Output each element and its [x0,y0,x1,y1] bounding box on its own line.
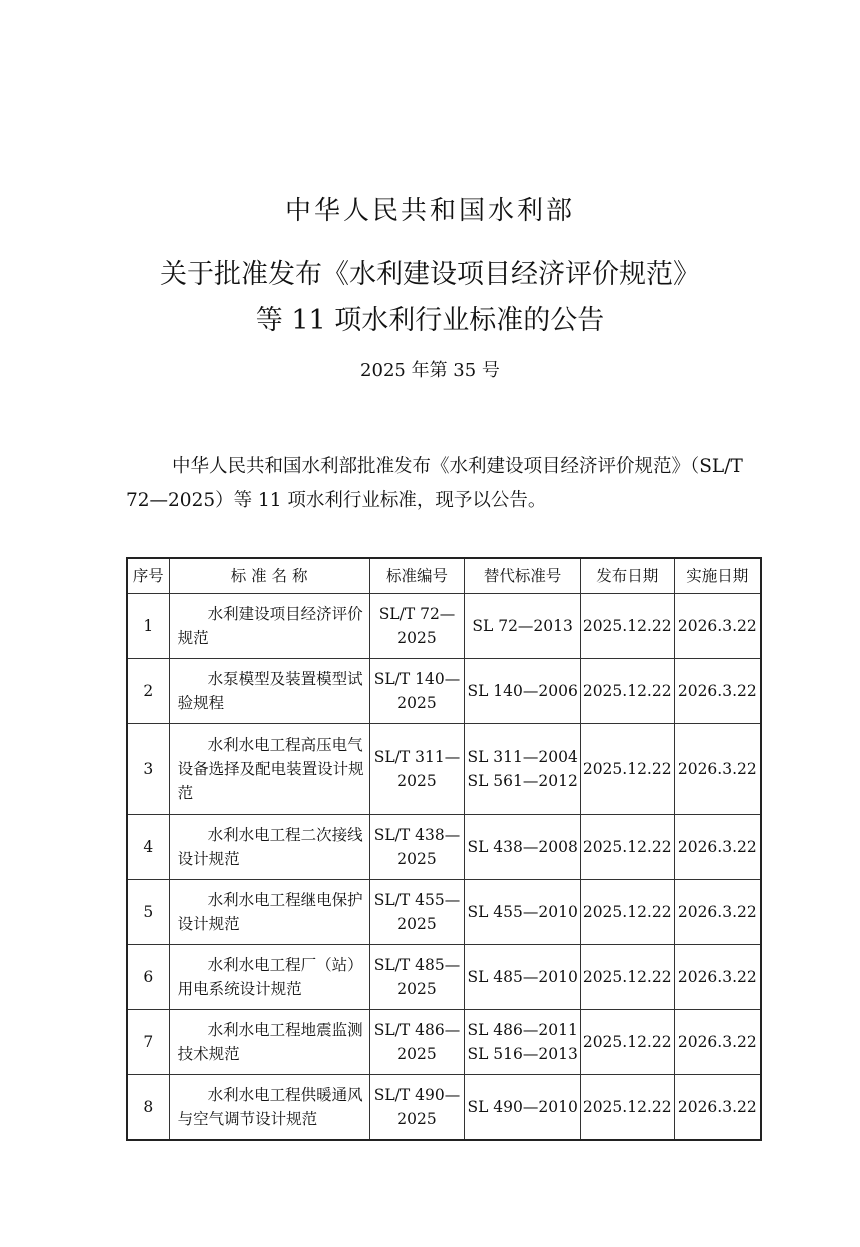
standard-name-text: 水利建设项目经济评价规范 [177,605,363,647]
table-row [127,1075,761,1141]
table-row [127,659,761,724]
standard-name-text: 水利水电工程高压电气设备选择及配电装置设计规范 [177,736,364,802]
standard-name-text: 水利水电工程厂（站）用电系统设计规范 [177,956,363,998]
standard-code-line-1: SL/T 72— [378,605,456,623]
replaced-standard-2: SL 516—2013 [467,1045,578,1063]
cell-replaced-standard [465,880,580,945]
cell-no: 1 [127,594,169,659]
cell-standard-name [169,945,369,1010]
announcement-paragraph: 中华人民共和国水利部批准发布《水利建设项目经济评价规范》（SL/T 72—2025）等 11 项水利行业标准，现予以公告。 [126,456,743,511]
cell-publish-date: 2025.12.22 [580,1075,674,1141]
cell-replaced-standard [465,594,580,659]
title-line-1: 关于批准发布《水利建设项目经济评价规范》 [160,259,700,290]
cell-no: 6 [127,945,169,1010]
cell-effective-date: 2026.3.22 [674,594,761,659]
standard-code-line-2: 2025 [397,850,437,868]
standards-table [126,557,762,1141]
cell-standard-code [369,1010,465,1075]
table-header-row [127,558,761,594]
cell-standard-code [369,815,465,880]
cell-standard-code [369,1075,465,1141]
cell-standard-code [369,945,465,1010]
cell-standard-name [169,724,369,815]
cell-standard-code [369,659,465,724]
cell-no: 4 [127,815,169,880]
replaced-standard-1: SL 438—2008 [467,838,578,856]
table-row [127,815,761,880]
standard-code-line-2: 2025 [397,1045,437,1063]
header-name: 标 准 名 称 [169,558,369,594]
title-line-2: 等 11 项水利行业标准的公告 [255,305,605,336]
header-replaced: 替代标准号 [465,558,580,594]
cell-standard-code [369,724,465,815]
standard-code-line-2: 2025 [397,772,437,790]
standard-name-text: 水利水电工程二次接线设计规范 [177,826,363,868]
table-row [127,724,761,815]
cell-standard-name [169,659,369,724]
cell-replaced-standard [465,1075,580,1141]
header-publish-date: 发布日期 [580,558,674,594]
header-no: 序号 [127,558,169,594]
cell-no: 5 [127,880,169,945]
replaced-standard-1: SL 490—2010 [467,1098,578,1116]
cell-no: 7 [127,1010,169,1075]
replaced-standard-2: SL 561—2012 [467,772,578,790]
replaced-standard-1: SL 72—2013 [472,617,573,635]
ministry-name: 中华人民共和国水利部 [284,196,575,226]
cell-publish-date: 2025.12.22 [580,594,674,659]
cell-standard-name [169,1075,369,1141]
standard-code-line-1: SL/T 455— [373,891,461,909]
cell-no: 8 [127,1075,169,1141]
standard-code-line-2: 2025 [397,980,437,998]
replaced-standard-1: SL 486—2011 [467,1021,578,1039]
cell-effective-date: 2026.3.22 [674,724,761,815]
standard-code-line-2: 2025 [397,915,437,933]
table-row [127,1010,761,1075]
standard-code-line-2: 2025 [397,694,437,712]
standard-name-text: 水泵模型及装置模型试验规程 [177,670,363,712]
cell-replaced-standard [465,815,580,880]
cell-effective-date: 2026.3.22 [674,815,761,880]
replaced-standard-1: SL 485—2010 [467,968,578,986]
cell-no: 2 [127,659,169,724]
cell-publish-date: 2025.12.22 [580,659,674,724]
standard-code-line-1: SL/T 438— [373,826,461,844]
replaced-standard-1: SL 311—2004 [467,748,578,766]
announcement-title [0,252,860,344]
cell-publish-date: 2025.12.22 [580,880,674,945]
standard-code-line-1: SL/T 311— [373,748,461,766]
cell-replaced-standard [465,1010,580,1075]
replaced-standard-1: SL 455—2010 [467,903,578,921]
cell-publish-date: 2025.12.22 [580,724,674,815]
cell-effective-date: 2026.3.22 [674,1010,761,1075]
cell-standard-code [369,880,465,945]
standard-name-text: 水利水电工程供暖通风与空气调节设计规范 [177,1086,363,1128]
standard-code-line-1: SL/T 485— [373,956,461,974]
table-row [127,880,761,945]
standard-code-line-1: SL/T 490— [373,1086,461,1104]
cell-effective-date: 2026.3.22 [674,659,761,724]
standard-name-text: 水利水电工程继电保护设计规范 [177,891,363,933]
cell-standard-name [169,1010,369,1075]
standard-code-line-1: SL/T 140— [373,670,461,688]
standard-code-line-1: SL/T 486— [373,1021,461,1039]
cell-publish-date: 2025.12.22 [580,1010,674,1075]
cell-standard-name [169,880,369,945]
cell-publish-date: 2025.12.22 [580,945,674,1010]
cell-effective-date: 2026.3.22 [674,1075,761,1141]
cell-effective-date: 2026.3.22 [674,880,761,945]
standard-code-line-2: 2025 [397,1110,437,1128]
header-code: 标准编号 [369,558,465,594]
cell-no: 3 [127,724,169,815]
cell-replaced-standard [465,659,580,724]
cell-standard-name [169,594,369,659]
standard-code-line-2: 2025 [397,629,437,647]
cell-standard-code [369,594,465,659]
replaced-standard-1: SL 140—2006 [467,682,578,700]
standard-name-text: 水利水电工程地震监测技术规范 [177,1021,363,1063]
table-row [127,594,761,659]
table-row [127,945,761,1010]
cell-standard-name [169,815,369,880]
cell-publish-date: 2025.12.22 [580,815,674,880]
document-number: 2025 年第 35 号 [360,360,500,381]
cell-replaced-standard [465,724,580,815]
cell-effective-date: 2026.3.22 [674,945,761,1010]
cell-replaced-standard [465,945,580,1010]
header-effective-date: 实施日期 [674,558,761,594]
